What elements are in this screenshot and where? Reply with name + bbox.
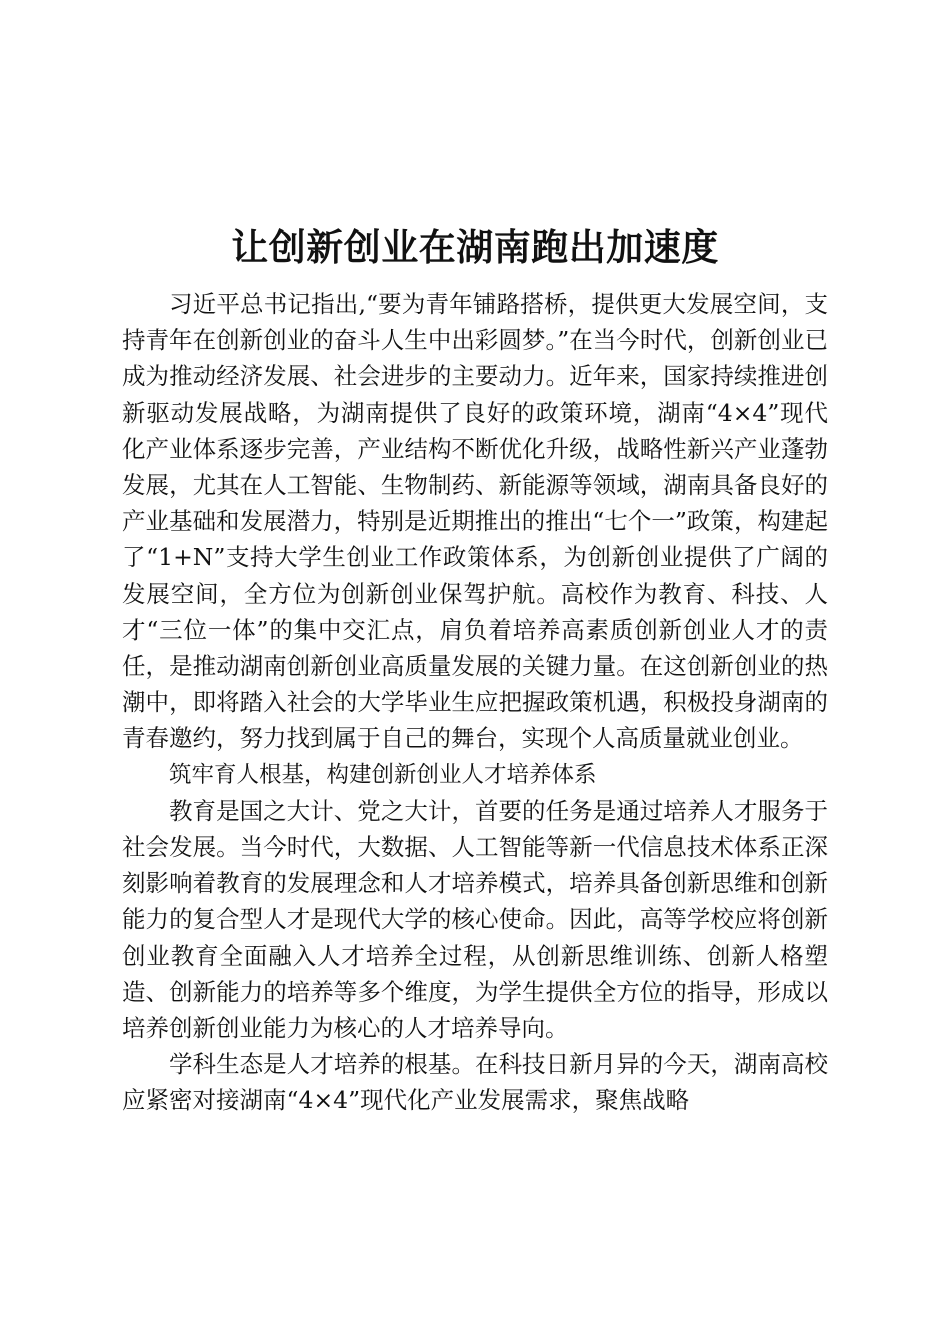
section-paragraph-2: 学科生态是人才培养的根基。在科技日新月异的今天，湖南高校应紧密对接湖南“4×4”现代化产业发展需求，聚焦战略	[122, 1050, 828, 1115]
section-heading: 筑牢育人根基，构建创新创业人才培养体系	[169, 761, 597, 788]
document-title: 让创新创业在湖南跑出加速度	[231, 224, 719, 269]
intro-paragraph: 习近平总书记指出,“要为青年铺路搭桥，提供更大发展空间，支持青年在创新创业的奋斗人生中出彩圆梦。”在当今时代，创新创业已成为推动经济发展、社会进步的主要动力。近年来，国家持续推进创新驱动发展战略，为湖南提供了良好的政策环境，湖南“4×4”现代化产业体系逐步完善，产业结构不断优化升级，战略性新兴产业蓬勃发展，尤其在人工智能、生物制药、新能源等领域，湖南具备良好的产业基础和发展潜力，特别是近期推出的推出“七个一”政策，构建起了“1+N”支持大学生创业工作政策体系，为创新创业提供了广阔的发展空间，全方位为创新创业保驾护航。高校作为教育、科技、人才“三位一体”的集中交汇点，肩负着培养高素质创新创业人才的责任，是推动湖南创新创业高质量发展的关键力量。在这创新创业的热潮中，即将踏入社会的大学毕业生应把握政策机遇，积极投身湖南的青春邀约，努力找到属于自己的舞台，实现个人高质量就业创业。	[122, 290, 828, 753]
section-paragraph-1: 教育是国之大计、党之大计，首要的任务是通过培养人才服务于社会发展。当今时代，大数据、人工智能等新一代信息技术体系正深刻影响着教育的发展理念和人才培养模式，培养具备创新思维和创新能力的复合型人才是现代大学的核心使命。因此，高等学校应将创新创业教育全面融入人才培养全过程，从创新思维训练、创新人格塑造、创新能力的培养等多个维度，为学生提供全方位的指导，形成以培养创新创业能力为核心的人才培养导向。	[122, 796, 828, 1043]
document-body	[122, 286, 828, 1119]
